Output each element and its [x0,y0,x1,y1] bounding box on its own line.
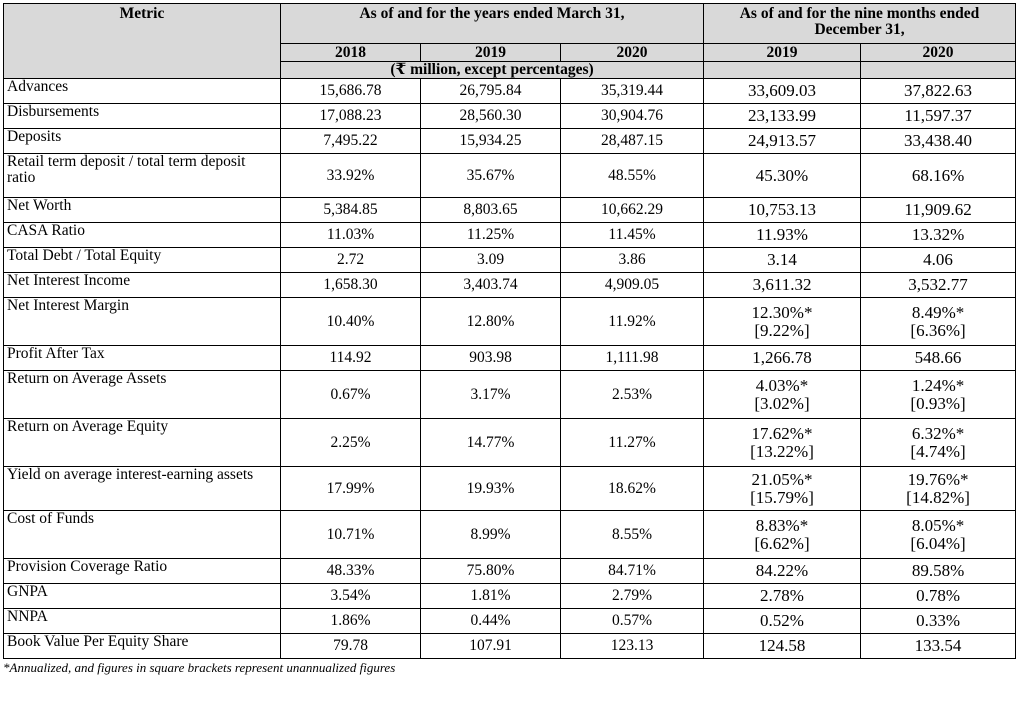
unannualized-value: [6.36%] [910,320,966,340]
value-cell: 3.17% [421,371,561,419]
annual-group-header: As of and for the years ended March 31, [281,4,704,44]
value-cell: 12.80% [421,298,561,346]
value-cell: 33,438.40 [861,129,1016,154]
value-cell-annualized [861,298,1016,346]
value-cell: 3,611.32 [704,273,861,298]
row-label: NNPA [4,609,281,634]
row-label: Net Interest Margin [4,298,281,346]
value-cell: 11.27% [561,419,704,467]
units-note: (₹ million, except percentages) [281,62,704,79]
value-cell: 1,658.30 [281,273,421,298]
value-cell: 11,909.62 [861,198,1016,223]
table-row [4,634,1016,659]
annualized-value: 21.05%* [751,469,813,489]
annualized-value: 4.03%* [755,375,809,395]
value-cell: 3.54% [281,584,421,609]
unannualized-value: [9.22%] [754,320,810,340]
value-cell: 4.06 [861,248,1016,273]
value-cell: 0.33% [861,609,1016,634]
value-cell: 28,560.30 [421,104,561,129]
unannualized-value: [14.82%] [906,487,970,507]
value-cell: 11.03% [281,223,421,248]
annualized-value: 17.62%* [751,423,813,443]
metric-column-header: Metric [4,4,281,79]
row-label: Provision Coverage Ratio [4,559,281,584]
value-cell: 0.78% [861,584,1016,609]
nine-month-header-2019: 2019 [704,44,861,62]
value-cell: 17,088.23 [281,104,421,129]
value-cell-annualized [704,419,861,467]
value-cell: 10.71% [281,511,421,559]
value-cell: 8.55% [561,511,704,559]
value-cell: 10.40% [281,298,421,346]
row-label: Total Debt / Total Equity [4,248,281,273]
value-cell: 3.09 [421,248,561,273]
table-row [4,467,1016,511]
value-cell: 2.53% [561,371,704,419]
value-cell: 10,662.29 [561,198,704,223]
value-cell: 8,803.65 [421,198,561,223]
value-cell-annualized [704,371,861,419]
value-cell: 0.44% [421,609,561,634]
row-label: Yield on average interest-earning assets [4,467,281,511]
value-cell: 3,532.77 [861,273,1016,298]
value-cell: 3.86 [561,248,704,273]
value-cell: 18.62% [561,467,704,511]
table-row [4,511,1016,559]
annualized-value: 1.24%* [911,375,965,395]
value-cell: 1.86% [281,609,421,634]
annualized-value: 12.30%* [751,302,813,322]
annualized-value: 8.05%* [911,515,965,535]
value-cell: 0.67% [281,371,421,419]
value-cell-annualized [861,371,1016,419]
row-label: Deposits [4,129,281,154]
value-cell-annualized [704,511,861,559]
value-cell: 84.22% [704,559,861,584]
row-label: Cost of Funds [4,511,281,559]
value-cell: 48.55% [561,154,704,198]
value-cell: 26,795.84 [421,79,561,104]
unannualized-value: [13.22%] [750,441,814,461]
value-cell: 33,609.03 [704,79,861,104]
financial-metrics-document [3,3,1016,676]
table-row [4,559,1016,584]
value-cell-annualized [704,298,861,346]
value-cell: 75.80% [421,559,561,584]
value-cell: 30,904.76 [561,104,704,129]
table-row [4,198,1016,223]
value-cell: 11.92% [561,298,704,346]
nine-month-group-header: As of and for the nine months ended December 31, [704,4,1016,44]
value-cell: 33.92% [281,154,421,198]
value-cell: 35,319.44 [561,79,704,104]
table-row [4,248,1016,273]
value-cell: 24,913.57 [704,129,861,154]
value-cell: 0.57% [561,609,704,634]
value-cell: 84.71% [561,559,704,584]
unannualized-value: [4.74%] [910,441,966,461]
row-label: Return on Average Assets [4,371,281,419]
row-label: Net Interest Income [4,273,281,298]
row-label: Retail term deposit / total term deposit ratio [4,154,281,198]
value-cell: 19.93% [421,467,561,511]
value-cell: 11.93% [704,223,861,248]
value-cell: 123.13 [561,634,704,659]
value-cell: 133.54 [861,634,1016,659]
value-cell: 7,495.22 [281,129,421,154]
value-cell: 15,934.25 [421,129,561,154]
value-cell: 48.33% [281,559,421,584]
unannualized-value: [6.62%] [754,533,810,553]
unannualized-value: [3.02%] [754,393,810,413]
row-label: Disbursements [4,104,281,129]
value-cell: 2.25% [281,419,421,467]
value-cell: 2.79% [561,584,704,609]
table-row [4,273,1016,298]
value-cell: 2.78% [704,584,861,609]
value-cell: 1,111.98 [561,346,704,371]
row-label: Book Value Per Equity Share [4,634,281,659]
unannualized-value: [0.93%] [910,393,966,413]
year-header-2019: 2019 [421,44,561,62]
value-cell: 11.45% [561,223,704,248]
table-body [4,79,1016,659]
annualized-value: 19.76%* [907,469,969,489]
value-cell: 8.99% [421,511,561,559]
financial-metrics-table [3,3,1016,659]
year-header-2020: 2020 [561,44,704,62]
value-cell: 124.58 [704,634,861,659]
table-row [4,129,1016,154]
value-cell-annualized [861,419,1016,467]
table-row [4,154,1016,198]
value-cell: 23,133.99 [704,104,861,129]
table-row [4,419,1016,467]
value-cell: 1.81% [421,584,561,609]
value-cell: 13.32% [861,223,1016,248]
annualized-value: 8.83%* [755,515,809,535]
value-cell: 2.72 [281,248,421,273]
table-row [4,79,1016,104]
value-cell: 11,597.37 [861,104,1016,129]
value-cell: 107.91 [421,634,561,659]
value-cell: 37,822.63 [861,79,1016,104]
blank-header-cell [861,62,1016,79]
value-cell: 15,686.78 [281,79,421,104]
table-row [4,223,1016,248]
value-cell: 11.25% [421,223,561,248]
table-row [4,584,1016,609]
row-label: Return on Average Equity [4,419,281,467]
blank-header-cell [704,62,861,79]
unannualized-value: [15.79%] [750,487,814,507]
footnote: *Annualized, and figures in square brackets represent unannualized figures [3,660,396,675]
unannualized-value: [6.04%] [910,533,966,553]
value-cell: 89.58% [861,559,1016,584]
value-cell: 0.52% [704,609,861,634]
row-label: Net Worth [4,198,281,223]
value-cell: 114.92 [281,346,421,371]
nine-month-header-2020: 2020 [861,44,1016,62]
value-cell-annualized [861,511,1016,559]
value-cell: 3,403.74 [421,273,561,298]
table-row [4,298,1016,346]
row-label: CASA Ratio [4,223,281,248]
value-cell: 4,909.05 [561,273,704,298]
value-cell-annualized [704,467,861,511]
value-cell: 3.14 [704,248,861,273]
value-cell: 548.66 [861,346,1016,371]
table-row [4,346,1016,371]
table-row [4,371,1016,419]
value-cell: 79.78 [281,634,421,659]
row-label: Advances [4,79,281,104]
value-cell: 5,384.85 [281,198,421,223]
value-cell: 45.30% [704,154,861,198]
value-cell: 17.99% [281,467,421,511]
value-cell: 28,487.15 [561,129,704,154]
value-cell-annualized [861,467,1016,511]
annualized-value: 8.49%* [911,302,965,322]
row-label: GNPA [4,584,281,609]
row-label: Profit After Tax [4,346,281,371]
table-row [4,104,1016,129]
value-cell: 1,266.78 [704,346,861,371]
value-cell: 14.77% [421,419,561,467]
value-cell: 35.67% [421,154,561,198]
value-cell: 903.98 [421,346,561,371]
value-cell: 10,753.13 [704,198,861,223]
year-header-2018: 2018 [281,44,421,62]
table-row [4,609,1016,634]
value-cell: 68.16% [861,154,1016,198]
annualized-value: 6.32%* [911,423,965,443]
